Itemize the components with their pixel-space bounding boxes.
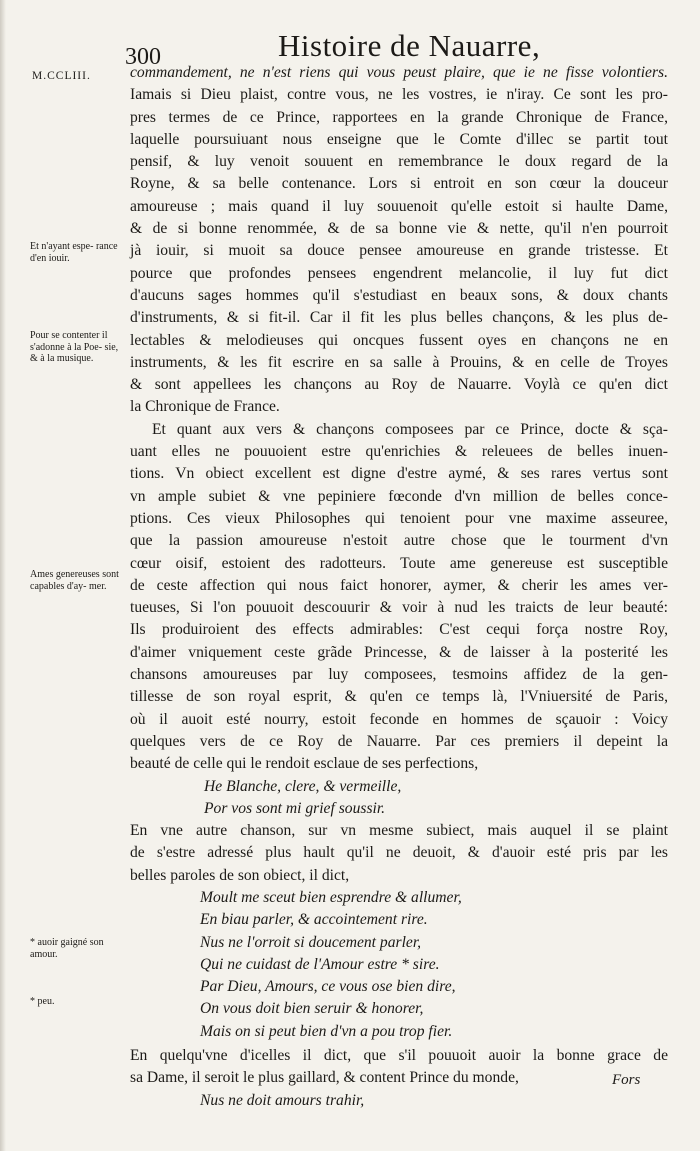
text-line: vn ample subiet & vne pepiniere fœconde d'vn million de belles conce- [130, 487, 668, 505]
page-number: 300 [125, 44, 161, 70]
text-body [130, 62, 668, 1112]
text-line: & sont appellees les chançons au Roy de Nauarre. Voylà ce qu'en dict [130, 376, 668, 394]
page-gutter-shadow [0, 0, 6, 1151]
text-line: tillesse de son royal esprit, & qu'en ce temps là, l'Vniuersité de Paris, [130, 688, 668, 706]
text-line: belles paroles de son obiect, il dict, [130, 866, 350, 884]
text-line: pensif, & luy venoit souuent en remembrance le doux regard de la [130, 153, 668, 171]
text-line: Et quant aux vers & chançons composees par ce Prince, docte & sça- [152, 420, 668, 438]
verse-line: Nus ne doit amours trahir, [200, 1091, 365, 1109]
text-line: d'aimer vniquement ceste grãde Princesse, & de laisser à la posterité les [130, 643, 668, 661]
text-line: beauté de celle qui le rendoit esclaue de ses perfections, [130, 755, 479, 773]
text-line: laquelle poursuiuant nous enseigne que le Comte d'illec se partit tout [130, 130, 668, 148]
verse-line: He Blanche, clere, & vermeille, [204, 777, 402, 795]
running-title: Histoire de Nauarre, [278, 28, 541, 63]
text-line: tueuses, Si l'on pouuoit descouurir & voir à nud les traicts de leur beauté: [130, 599, 668, 617]
text-line: cœur oisif, estoient des radotteurs. Toute ame genereuse est susceptible [130, 554, 668, 572]
text-line: tions. Vn obiect excellent est digne d'estre aymé, & ses rares vertus sont [130, 465, 668, 483]
text-line: de ceste affection qui nous faict honorer, aymer, & cherir les ames ver- [130, 576, 668, 594]
margin-year: M.CCLIII. [32, 70, 91, 82]
margin-note: * auoir gaigné son amour. [30, 937, 104, 960]
text-line: Ils produiroient des effects admirables: C'est cequi força nostre Roy, [130, 621, 668, 639]
text-line: instruments, & les fit escrire en sa salle à Prouins, & en celle de Troyes [130, 353, 668, 371]
text-line: ptions. Ces vieux Philosophes qui tenoient pour vne maxime asseuree, [130, 509, 668, 527]
text-line: chansons amoureuses par luy composees, tesmoins affidez de la gen- [130, 666, 668, 684]
text-line: amoureuse ; mais quand il luy souuenoit qu'elle estoit si haulte Dame, [130, 197, 668, 215]
text-line: Royne, & sa belle contenance. Lors si entroit en son cœur la douceur [130, 175, 668, 193]
verse-line: Moult me sceut bien esprendre & allumer, [200, 888, 462, 906]
catchword: Fors [612, 1072, 641, 1088]
text-line: que la passion amoureuse n'estoit autre chose que le tourment d'vn [130, 532, 668, 550]
margin-note: Pour se contenter il s'adonne à la Poe- sie, & à la musique. [30, 330, 119, 364]
text-line: En vne autre chanson, sur vn mesme subiect, mais auquel il se plaint [130, 822, 668, 840]
verse-line: En biau parler, & accointement rire. [200, 911, 428, 929]
text-line: lectables & melodieuses qui oncques fussent oyes en chançons ne en [130, 331, 668, 349]
verse-line: On vous doit bien seruir & honorer, [200, 1000, 424, 1018]
margin-note: * peu. [30, 996, 55, 1007]
page-header [0, 26, 700, 70]
text-line: & de si bonne renommée, & de sa bonne vie & nette, qu'il n'en pourroit [130, 220, 668, 238]
text-line: jà iouir, si muoit sa douce pensee amoureuse en grande tristesse. Et [130, 242, 668, 260]
text-line: où il auoit esté nourry, estoit feconde en hommes de sçauoir : Voicy [130, 710, 668, 728]
text-line: sa Dame, il seroit le plus gaillard, & content Prince du monde, [130, 1069, 519, 1087]
verse-line: Mais on si peut bien d'vn a pou trop fier. [200, 1022, 453, 1040]
text-line: En quelqu'vne d'icelles il dict, que s'il pouuoit auoir la bonne grace de [130, 1047, 668, 1065]
text-line: d'aucuns sages hommes qu'il s'estudiast en beaux sons, & doux chants [130, 286, 668, 304]
verse-line: Nus ne l'orroit si doucement parler, [200, 933, 422, 951]
text-line: la Chronique de France. [130, 398, 280, 416]
text-line: d'instruments, & si fit-il. Car il fit les plus belles chançons, & les plus de- [130, 309, 668, 327]
verse-line: Por vos sont mi grief soussir. [204, 799, 386, 817]
verse-line: Par Dieu, Amours, ce vous ose bien dire, [200, 978, 456, 996]
verse-line: Qui ne cuidast de l'Amour estre * sire. [200, 955, 440, 973]
text-line: quelques vers de ce Roy de Nauarre. Par ces premiers il depeint la [130, 732, 668, 750]
margin-note: Ames genereuses sont capables d'ay- mer. [30, 569, 119, 592]
text-line: pres termes de ce Prince, rapportees en la grande Chronique de France, [130, 108, 668, 126]
text-line: pource que profondes pensees engendrent melancolie, il luy fut dict [130, 264, 668, 282]
text-line: de s'estre adressé plus hault qu'il ne deuoit, & d'auoir esté pris par les [130, 844, 668, 862]
text-line: uant elles ne pouuoient estre qu'enrichies & releuees de belles inuen- [130, 443, 668, 461]
text-line: Iamais si Dieu plaist, contre vous, ne les vostres, ie n'iray. Ce sont les pro- [130, 86, 668, 104]
margin-note: Et n'ayant espe- rance d'en iouir. [30, 241, 118, 264]
text-line: commandement, ne n'est riens qui vous peust plaire, que ie ne fisse volontiers. [130, 64, 668, 81]
